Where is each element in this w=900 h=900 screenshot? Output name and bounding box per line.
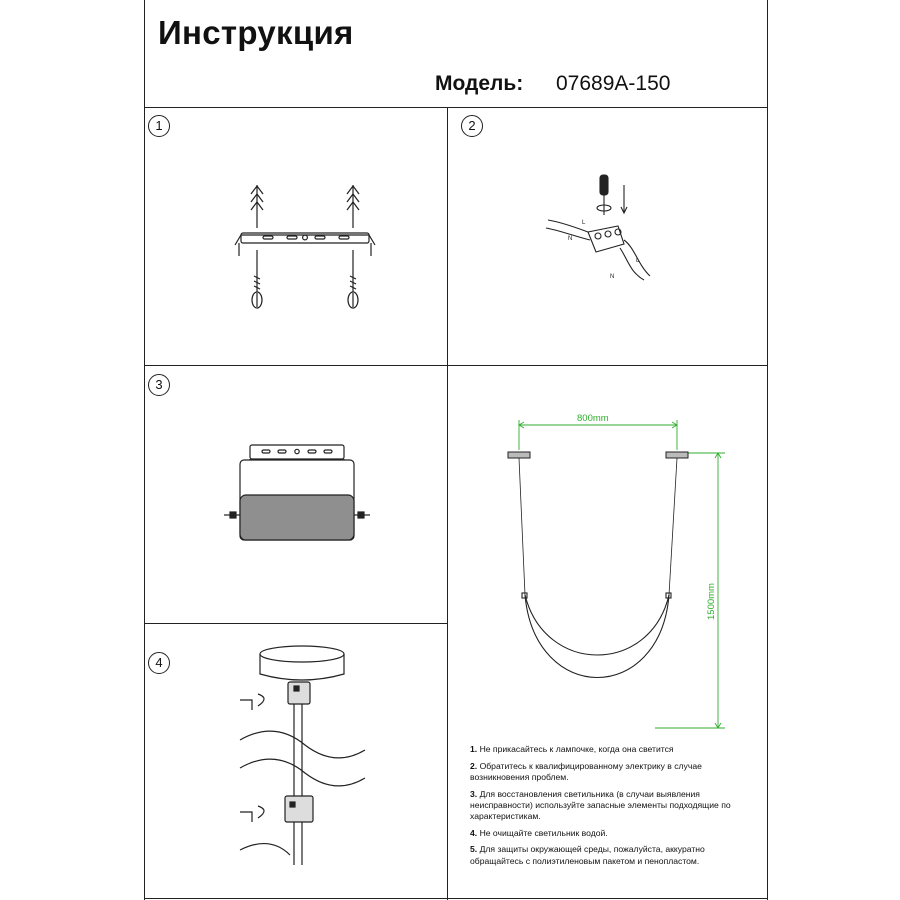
terminal-block-icon xyxy=(588,226,624,252)
wire-label-l-in: L xyxy=(582,220,586,226)
suspension-cables-icon xyxy=(519,458,677,595)
step-number-3: 3 xyxy=(148,374,170,396)
lamp-body-icon xyxy=(522,593,671,678)
step-1-bracket-illustration xyxy=(225,180,385,320)
side-screw-right-icon xyxy=(354,512,370,518)
hex-key-top-icon xyxy=(240,694,264,710)
step-4-cable-illustration xyxy=(230,640,370,870)
mounting-bracket-icon xyxy=(235,233,375,256)
note-text: Для восстановления светильника (в случаи выявления неисправности) используйте запасные элементы подходящие по характеристикам. xyxy=(470,788,731,822)
note-item: 2. Обратитесь к квалифицированному электрику в случае возникновения проблем. xyxy=(470,760,702,782)
lower-wave-icon xyxy=(240,844,290,855)
wall-anchor-right-icon xyxy=(347,185,359,228)
note-text: Обратитесь к квалифицированному электрику в случае возникновения проблем. xyxy=(470,760,702,782)
step-3-canopy-illustration xyxy=(222,440,372,550)
height-dimension-label: 1500mm xyxy=(706,583,717,620)
row-divider-2 xyxy=(144,623,447,624)
wire-label-n-out: N xyxy=(610,274,615,280)
cable-grip-bottom-icon xyxy=(285,796,313,822)
screwdriver-icon xyxy=(600,175,608,215)
note-text: Не прикасайтесь к лампочке, когда она светится xyxy=(479,744,674,754)
step-number-4: 4 xyxy=(148,652,170,674)
row-divider-1 xyxy=(144,365,768,366)
wire-label-n-in: N xyxy=(568,236,573,242)
hex-key-bottom-icon xyxy=(240,806,264,822)
bottom-border xyxy=(144,898,768,899)
note-item: 4. Не очищайте светильник водой. xyxy=(470,827,608,838)
wire-label-l-out: L xyxy=(636,258,640,264)
width-dimension-icon xyxy=(519,420,677,450)
header-divider xyxy=(144,107,768,108)
wall-anchor-left-icon xyxy=(251,185,263,228)
page-title: Инструкция xyxy=(158,14,354,51)
note-text: Для защиты окружающей среды, пожалуйста, аккуратно обращайтесь с полиэтиленовым пакетом и пенопластом. xyxy=(470,844,705,866)
side-screw-left-icon xyxy=(224,512,240,518)
step-number-2: 2 xyxy=(461,115,483,137)
down-arrow-icon xyxy=(621,185,627,213)
note-text: Не очищайте светильник водой. xyxy=(479,827,608,838)
width-dimension-label: 800mm xyxy=(577,413,609,424)
ceiling-mounts-icon xyxy=(508,452,688,458)
note-item: 1. Не прикасайтесь к лампочке, когда она светится xyxy=(470,744,674,754)
model-label: Модель: xyxy=(435,72,524,95)
step-2-wiring-illustration xyxy=(540,170,670,290)
note-item: 3. Для восстановления светильника (в случаи выявления неисправности) используйте запасные элементы подходящие по характеристикам. xyxy=(470,788,731,822)
note-item: 5. Для защиты окружающей среды, пожалуйста, аккуратно обращайтесь с полиэтиленовым пакетом и пенопластом. xyxy=(470,844,705,866)
screw-left-icon xyxy=(252,250,262,308)
step-number-1: 1 xyxy=(148,115,170,137)
cable-icon xyxy=(294,704,302,865)
cable-grip-top-icon xyxy=(288,682,310,704)
ceiling-canopy-icon xyxy=(260,646,344,680)
model-number: 07689A-150 xyxy=(556,72,671,95)
screw-right-icon xyxy=(348,250,358,308)
wires-icon xyxy=(546,220,650,280)
column-divider xyxy=(447,107,448,900)
dimension-drawing xyxy=(455,375,760,735)
safety-notes-list xyxy=(470,744,760,872)
canopy-icon xyxy=(240,460,354,540)
